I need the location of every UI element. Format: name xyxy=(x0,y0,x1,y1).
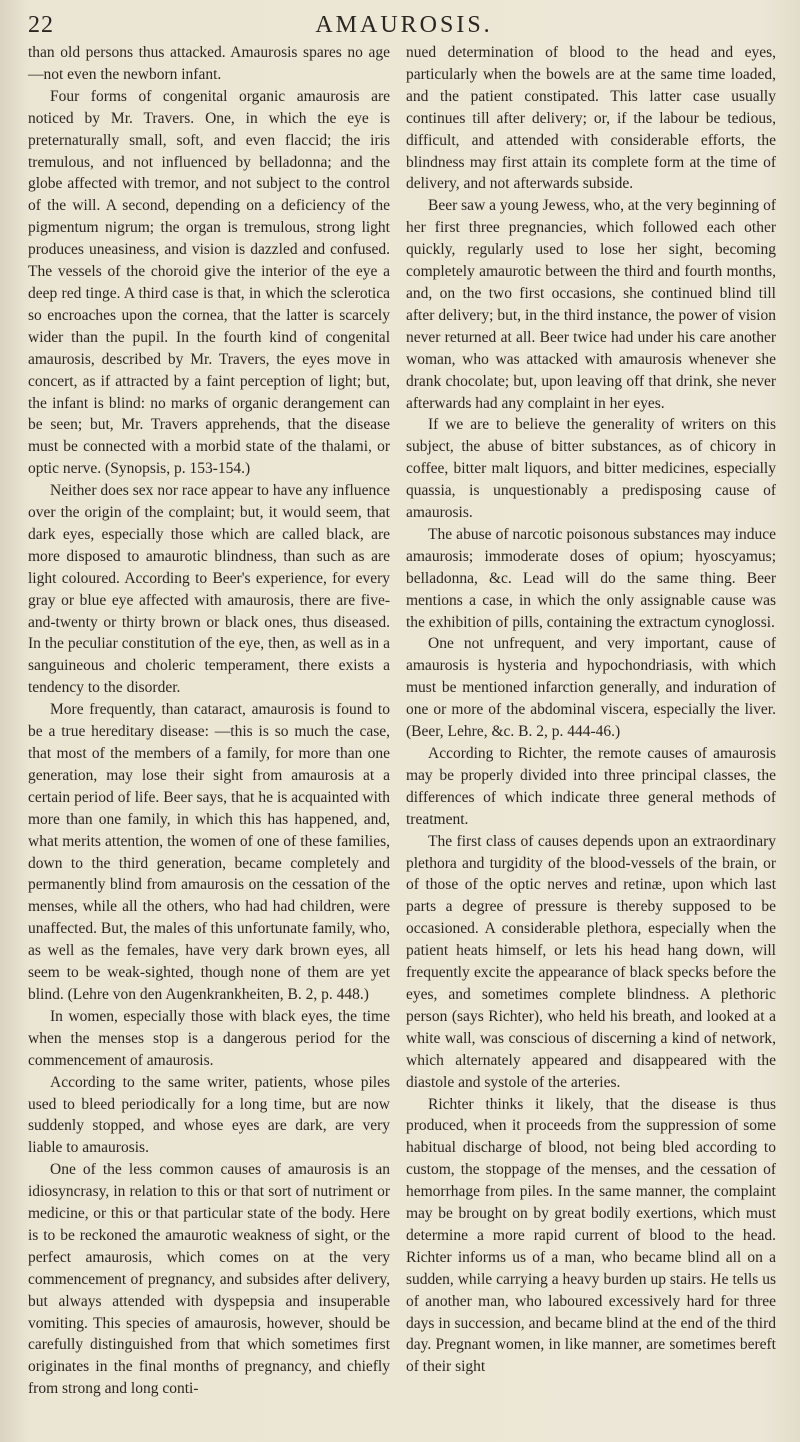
paragraph: Richter thinks it likely, that the disease is thus produced, when it proceeds from the suppression of some habitual discharge of blood, not being bled according to custom, the stoppage of the menses, and the cessation of hemorrhage from piles. In the same manner, the complaint may be brought on by great bodily exertions, which must determine a more rapid current of blood to the head. Richter informs us of a man, who became blind all on a sudden, while carrying a heavy burden up stairs. He tells us of another man, who laboured excessively hard for three days in succession, and became blind at the end of the third day. Pregnant women, in like manner, are sometimes bereft of their sight xyxy=(406,1095,776,1376)
paragraph: If we are to believe the generality of writers on this subject, the abuse of bitter substances, as of chicory in coffee, bitter malt liquors, and bitter medicines, especially quassia, is unquestionably a predisposing cause of amaurosis. xyxy=(406,416,776,522)
paragraph: The abuse of narcotic poisonous substances may induce amaurosis; immoderate doses of opium; hyoscyamus; belladonna, &c. Lead will do the same thing. Beer mentions a case, in which the only assignable cause was the exhibition of pills, containing the extractum cynoglossi. xyxy=(406,525,776,631)
paragraph: nued determination of blood to the head and eyes, particularly when the bowels are at the same time loaded, and the patient constipated. This latter case usually continues till after delivery; or, if the labour be tedious, difficult, and attended with considerable efforts, the blindness may first attain its complete form at the time of delivery, and not afterwards subside. xyxy=(406,44,776,193)
paragraph: One of the less common causes of amaurosis is an idiosyncrasy, in relation to this or that sort of nutriment or medicine, or this or that particular state of the body. Here is to be reckoned the amaurotic weakness of sight, or the perfect amaurosis, which comes on at the very commencement of pregnancy, and subsides after delivery, but always attended with dyspepsia and insuperable vomiting. This species of amaurosis, however, should be carefully distinguished from that which sometimes first originates in the final months of pregnancy, and chiefly from strong and long conti- xyxy=(28,1161,390,1398)
page-number: 22 xyxy=(28,12,54,38)
paragraph: More frequently, than cataract, amaurosis is found to be a true hereditary disease: —this is so much the case, that most of the members of a family, for more than one generation, may lose their sight from amaurosis at a certain period of life. Beer says, that he is acquainted with more than one family, in which this has happened, and, what merits attention, the women of one of these families, down to the third generation, became completely and permanently blind from amaurosis on the cessation of the menses, while all the others, who had had children, were unaffected. But, the males of this unfortunate family, who, as well as the females, have very dark brown eyes, all seem to be weak-sighted, though none of them are yet blind. (Lehre von den Augenkrankheiten, B. 2, p. 448.) xyxy=(28,701,391,1003)
paragraph: Four forms of congenital organic amaurosis are noticed by Mr. Travers. One, in which the eye is preternaturally small, soft, and even flaccid; the iris tremulous, and not influenced by belladonna; and the globe affected with tremor, and not subject to the control of the will. A second, depending on a deficiency of the pigmentum nigrum; the organ is tremulous, strong light produces uneasiness, and vision is dazzled and confused. The vessels of the choroid give the interior of the eye a deep red tinge. A third case is that, in which the sclerotica so encroaches upon the cornea, that the latter is scarcely wider than the pupil. In the fourth kind of congenital amaurosis, described by Mr. Travers, the eyes move in concert, as if attracted by a faint perception of light; but, the infant is blind: no marks of organic derangement can be seen; but, Mr. Travers apprehends, that the disease must be connected with a morbid state of the thalami, or optic nerve. (Synopsis, p. 153-154.) xyxy=(28,87,390,478)
paragraph: According to the same writer, patients, whose piles used to bleed periodically for a long time, but are now suddenly stopped, and whose eyes are dark, are very liable to amaurosis. xyxy=(28,1073,390,1157)
right-column xyxy=(406,42,776,1378)
paragraph: than old persons thus attacked. Amaurosis spares no age—not even the newborn infant. xyxy=(28,44,390,83)
paragraph: Neither does sex nor race appear to have any influence over the origin of the complaint; but, it would seem, that dark eyes, especially those which are called black, are more disposed to amaurotic blindness, than such as are light coloured. According to Beer's experience, for every gray or blue eye affected with amaurosis, there are five-and-twenty or thirty brown or black ones, thus diseased. In the peculiar constitution of the eye, then, as well as in a sanguineous and choleric temperament, there exists a tendency to the disorder. xyxy=(28,482,390,697)
page-header xyxy=(28,6,780,42)
paragraph: The first class of causes depends upon an extraordinary plethora and turgidity of the blood-vessels of the brain, or of those of the optic nerves and retinæ, upon which last parts a degree of pressure is thereby supposed to be occasioned. A considerable plethora, especially when the patient heats himself, or lets his head hang down, will frequently excite the appearance of black specks before the eyes, and sometimes complete blindness. A plethoric person (says Richter), who held his breath, and looked at a white wall, was conscious of discerning a kind of network, which alternately appeared and disappeared with the diastole and systole of the arteries. xyxy=(406,832,776,1091)
paragraph: In women, especially those with black eyes, the time when the menses stop is a dangerous period for the commencement of amaurosis. xyxy=(28,1007,390,1069)
running-head: AMAUROSIS. xyxy=(315,12,493,38)
left-column xyxy=(28,42,390,1400)
paragraph: According to Richter, the remote causes of amaurosis may be properly divided into three principal classes, the differences of which indicate three general methods of treatment. xyxy=(406,745,776,828)
paragraph: Beer saw a young Jewess, who, at the very beginning of her first three pregnancies, which followed each other quickly, regularly used to lose her sight, becoming completely amaurotic between the third and fourth months, and, on the two first occasions, she continued blind till after delivery; but, in the third instance, the power of vision never returned at all. Beer twice had under his care another woman, who was attacked with amaurosis whenever she drank chocolate; but, upon leaving off that drink, she never afterwards had any complaint in her eyes. xyxy=(406,197,776,412)
paragraph: One not unfrequent, and very important, cause of amaurosis is hysteria and hypochondriasis, with which must be mentioned infarction generally, and induration of one or more of the abdominal viscera, especially the liver. (Beer, Lehre, &c. B. 2, p. 444-46.) xyxy=(406,635,776,741)
